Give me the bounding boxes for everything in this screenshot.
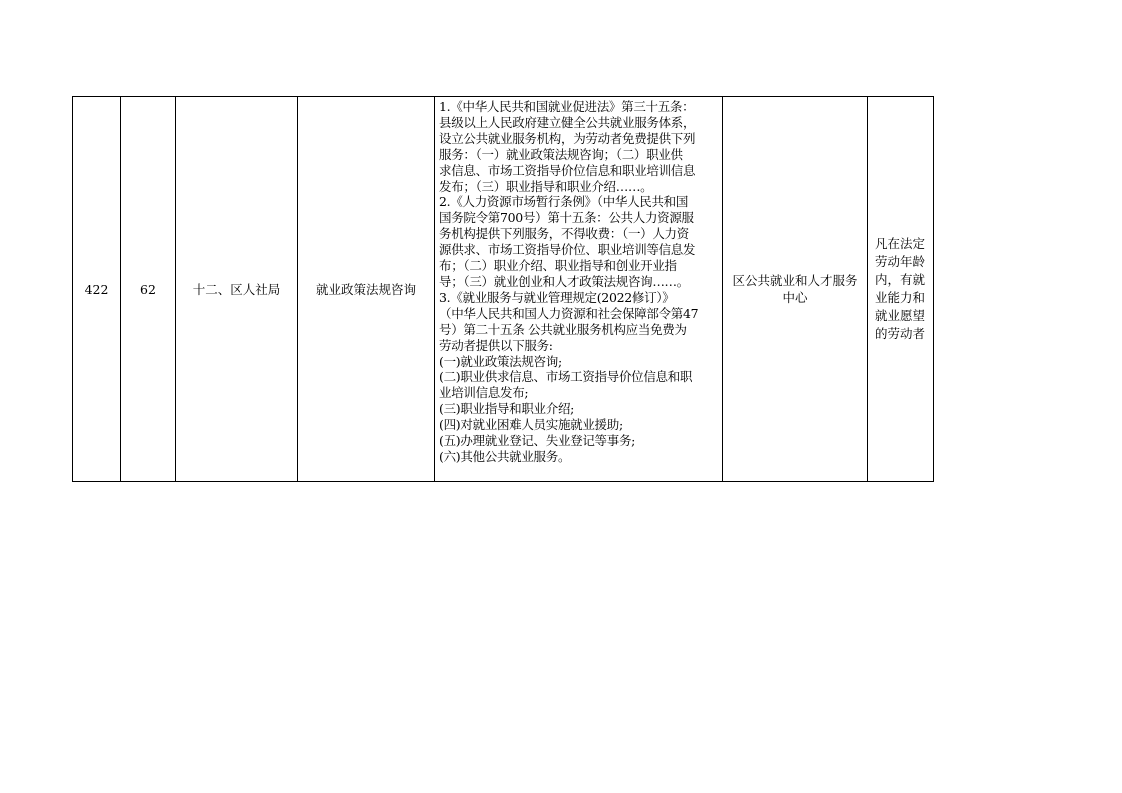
service-table: [72, 96, 934, 482]
basis-line: 3.《就业服务与就业管理规定(2022修订）》: [439, 289, 675, 305]
basis-line: 服务：（一）就业政策法规咨询；（二）职业供: [439, 146, 683, 162]
basis-line: 2.《人力资源市场暂行条例》（中华人民共和国: [439, 194, 689, 210]
basis-line: 导；（三）就业创业和人才政策法规咨询……。: [439, 273, 689, 289]
sub-seq-cell: 62: [121, 97, 176, 482]
target-group-cell: 凡在法定劳动年龄内，有就业能力和就业愿望的劳动者: [868, 97, 934, 482]
basis-line: (四)对就业困难人员实施就业援助;: [439, 417, 623, 433]
department-cell: 区公共就业和人才服务中心: [723, 97, 868, 482]
basis-line: 布；（二）职业介绍、职业指导和创业开业指: [439, 258, 677, 274]
table-row: [73, 97, 934, 482]
basis-line: (二)职业供求信息、市场工资指导价位信息和职: [439, 369, 693, 385]
basis-line: (六)其他公共就业服务。: [439, 448, 571, 464]
basis-line: 1.《中华人民共和国就业促进法》第三十五条：: [439, 99, 695, 114]
basis-line: 县级以上人民政府建立健全公共就业服务体系，: [439, 114, 696, 130]
basis-line: 号）第二十五条 公共就业服务机构应当免费为: [439, 321, 687, 337]
category-cell: 十二、区人社局: [176, 97, 298, 482]
basis-line: 业培训信息发布;: [439, 385, 529, 401]
legal-basis-cell: [435, 97, 723, 482]
basis-line: 源供求、市场工资指导价位、职业培训等信息发: [439, 242, 696, 258]
basis-line: 务机构提供下列服务，不得收费：（一）人力资: [439, 226, 689, 242]
basis-line: 求信息、市场工资指导价位信息和职业培训信息: [439, 162, 696, 178]
basis-line: (五)办理就业登记、失业登记等事务;: [439, 433, 636, 449]
basis-line: 发布；（三）职业指导和职业介绍……。: [439, 178, 653, 194]
item-name-cell: 就业政策法规咨询: [298, 97, 435, 482]
basis-line: （中华人民共和国人力资源和社会保障部令第47: [439, 305, 699, 321]
basis-line: 国务院令第700号）第十五条：公共人力资源服: [439, 210, 694, 226]
basis-line: (三)职业指导和职业介绍;: [439, 401, 575, 417]
basis-line: 设立公共就业服务机构，为劳动者免费提供下列: [439, 130, 696, 146]
basis-line: (一)就业政策法规咨询;: [439, 353, 562, 369]
basis-line: 劳动者提供以下服务:: [439, 337, 553, 353]
seq-cell: 422: [73, 97, 121, 482]
